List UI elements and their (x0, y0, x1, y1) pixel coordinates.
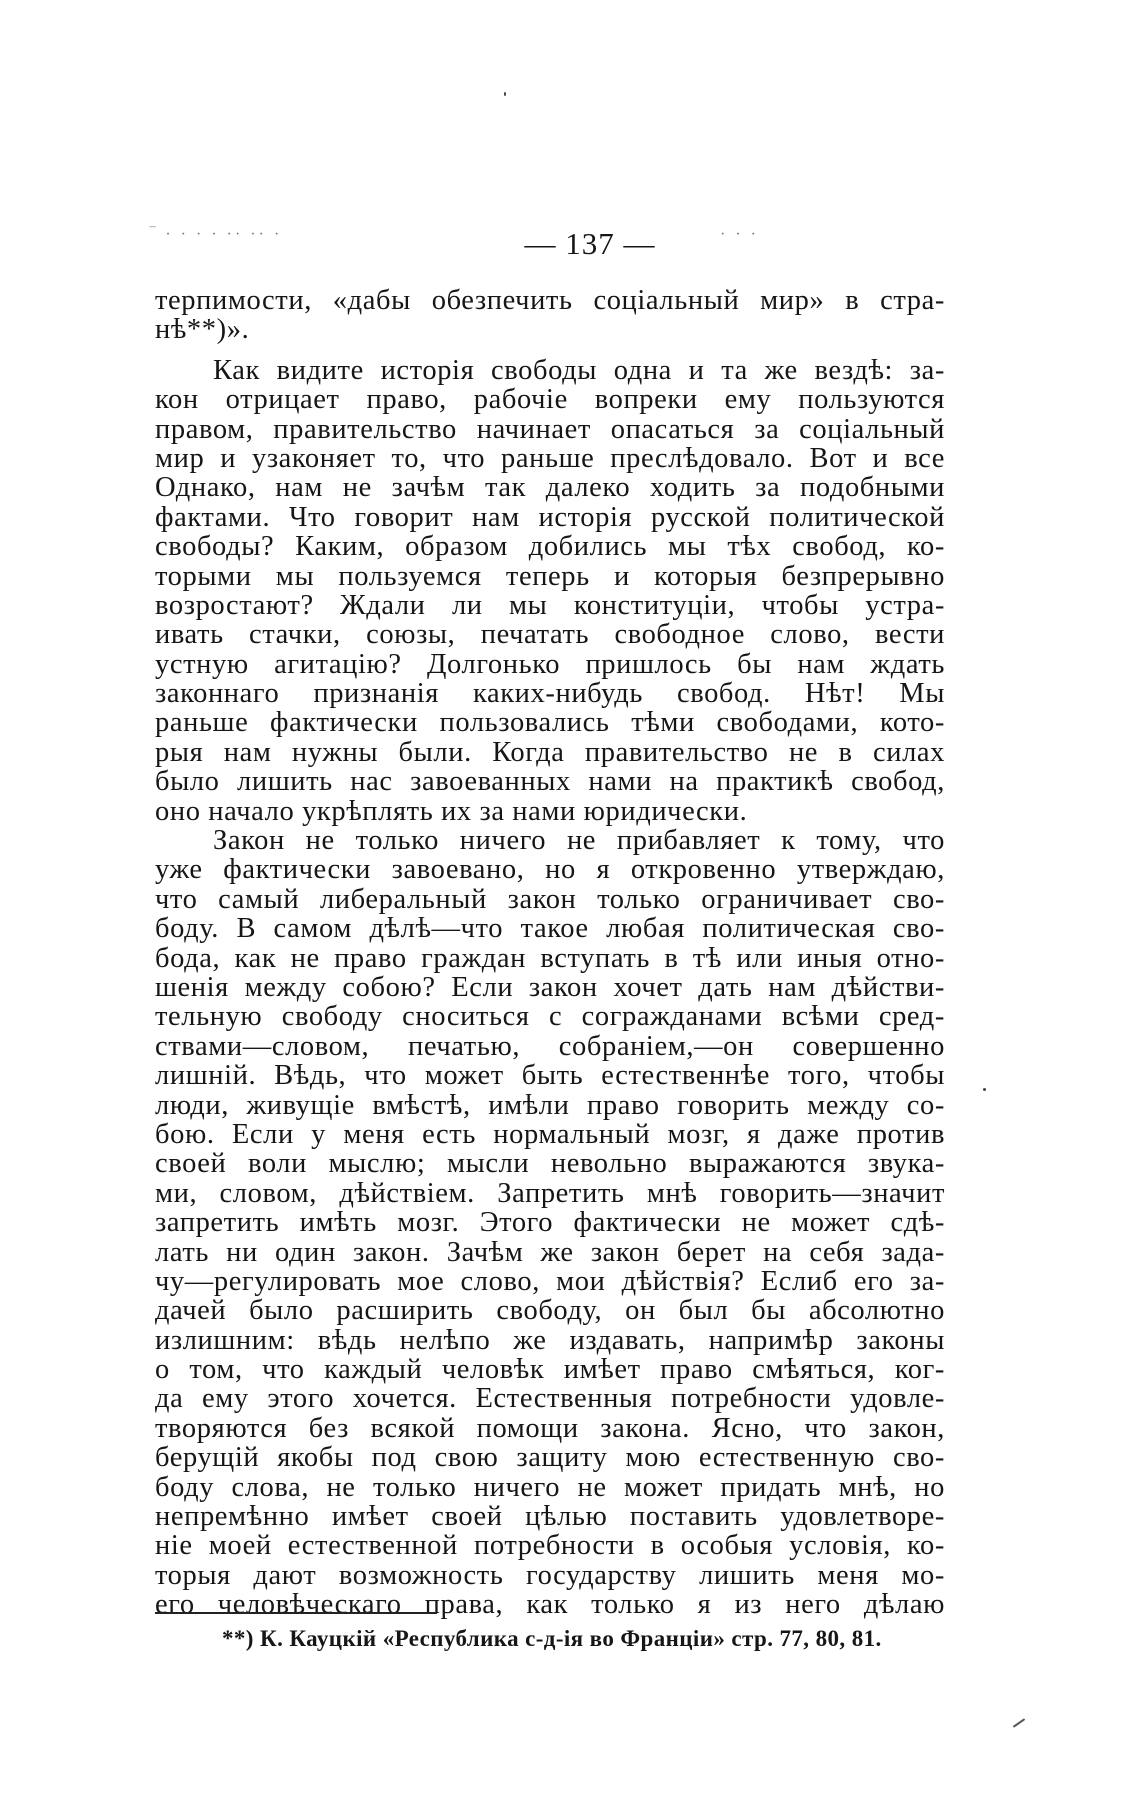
footnote: **) К. Кауцкій «Республика с-д-ія во Франціи» стр. 77, 80, 81. (222, 1626, 882, 1651)
text-line: берущій якобы под свою защиту мою естественную сво- (155, 1442, 945, 1474)
text-line: тельную свободу сноситься с согражданами всѣми сред- (155, 1001, 945, 1033)
text-line: возростают? Ждали ли мы конституціи, чтобы устра- (155, 589, 945, 621)
text-line: шенія между собою? Если закон хочет дать нам дѣйстви- (155, 971, 945, 1003)
page-number: — 137 — (524, 226, 656, 261)
scan-speck (504, 92, 506, 96)
text-line: творяются без всякой помощи закона. Ясно, что закон, (155, 1412, 945, 1444)
text-line: Закон не только ничего не прибавляет к тому, что (213, 825, 945, 857)
text-line: своей воли мыслю; мысли невольно выражаются звука- (155, 1148, 945, 1180)
text-line: мир и узаконяет то, что раньше преслѣдовало. Вот и все (155, 442, 945, 474)
text-line: Однако, нам не зачѣм так далеко ходить за подобными (155, 472, 945, 504)
text-line: было лишить нас завоеванных нами на практикѣ свобод, (155, 766, 945, 798)
text-line: что самый либеральный закон только ограничивает сво- (155, 883, 945, 915)
text-line: фактами. Что говорит нам исторія русской политической (155, 501, 945, 533)
text-line: оно начало укрѣплять их за нами юридически. (155, 795, 748, 827)
text-line: свободы? Каким, образом добились мы тѣх свобод, ко- (155, 531, 945, 563)
text-line: Как видите исторія свободы одна и та же вездѣ: за- (213, 354, 945, 386)
scan-speck (1013, 1718, 1026, 1728)
text-line: уже фактически завоевано, но я откровенно утверждаю, (155, 854, 945, 886)
text-line: устную агитацію? Долгонько пришлось бы нам ждать (155, 648, 945, 680)
text-line: торыми мы пользуемся теперь и которыя безпрерывно (155, 560, 945, 592)
text-line: боду. В самом дѣлѣ—что такое любая политическая сво- (155, 913, 945, 945)
scan-speck (983, 1088, 986, 1091)
scan-artifact-marks-right: · · · (720, 226, 759, 243)
text-line: бода, как не право граждан вступать в тѣ или иныя отно- (155, 942, 945, 974)
text-line: боду слова, не только ничего не может придать мнѣ, но (155, 1471, 945, 1503)
text-line: да ему этого хочется. Естественныя потребности удовле- (155, 1383, 945, 1415)
text-line: кон отрицает право, рабочіе вопреки ему пользуются (155, 384, 945, 416)
text-line: ивать стачки, союзы, печатать свободное слово, вести (155, 619, 945, 651)
text-line: ствами—словом, печатью, собраніем,—он совершенно (155, 1030, 945, 1062)
text-line: торыя дают возможность государству лишить меня мо- (155, 1559, 945, 1591)
text-line: нѣ**)». (155, 314, 250, 346)
text-line: рыя нам нужны были. Когда правительство не в силах (155, 736, 945, 768)
footnote-divider (155, 1612, 437, 1614)
text-line: терпимости, «дабы обезпечить соціальный мир» в стра- (155, 285, 945, 316)
text-line: люди, живущіе вмѣстѣ, имѣли право говорить между со- (155, 1089, 945, 1121)
text-line: законнаго признанія каких-нибудь свобод. Нѣт! Мы (155, 678, 945, 710)
text-line: о том, что каждый человѣк имѣет право смѣяться, ког- (155, 1354, 945, 1386)
text-line: его человѣческаго права, как только я из него дѣлаю (155, 1589, 945, 1621)
body-text (155, 286, 945, 1620)
scan-artifact-marks-left: ‾ · · · · ·· ·· · (150, 226, 283, 243)
text-line: лишній. Вѣдь, что может быть естественнѣе того, чтобы (155, 1060, 945, 1092)
text-line: правом, правительство начинает опасаться за соціальный (155, 413, 945, 445)
text-line: раньше фактически пользовались тѣми свободами, кото- (155, 707, 945, 739)
text-line: дачей было расширить свободу, он был бы абсолютно (155, 1295, 945, 1327)
text-line: бою. Если у меня есть нормальный мозг, я даже против (155, 1118, 945, 1150)
text-line: непремѣнно имѣет своей цѣлью поставить удовлетворе- (155, 1501, 945, 1533)
text-line: запретить имѣть мозг. Этого фактически не может сдѣ- (155, 1207, 945, 1239)
text-line: чу—регулировать мое слово, мои дѣйствія? Еслиб его за- (155, 1265, 945, 1297)
text-line: ніе моей естественной потребности в особыя условія, ко- (155, 1530, 945, 1562)
text-line: излишним: вѣдь нелѣпо же издавать, напримѣр законы (155, 1324, 945, 1356)
text-line: лать ни один закон. Зачѣм же закон берет на себя зада- (155, 1236, 945, 1268)
text-line: ми, словом, дѣйствіем. Запретить мнѣ говорить—значит (155, 1177, 945, 1209)
